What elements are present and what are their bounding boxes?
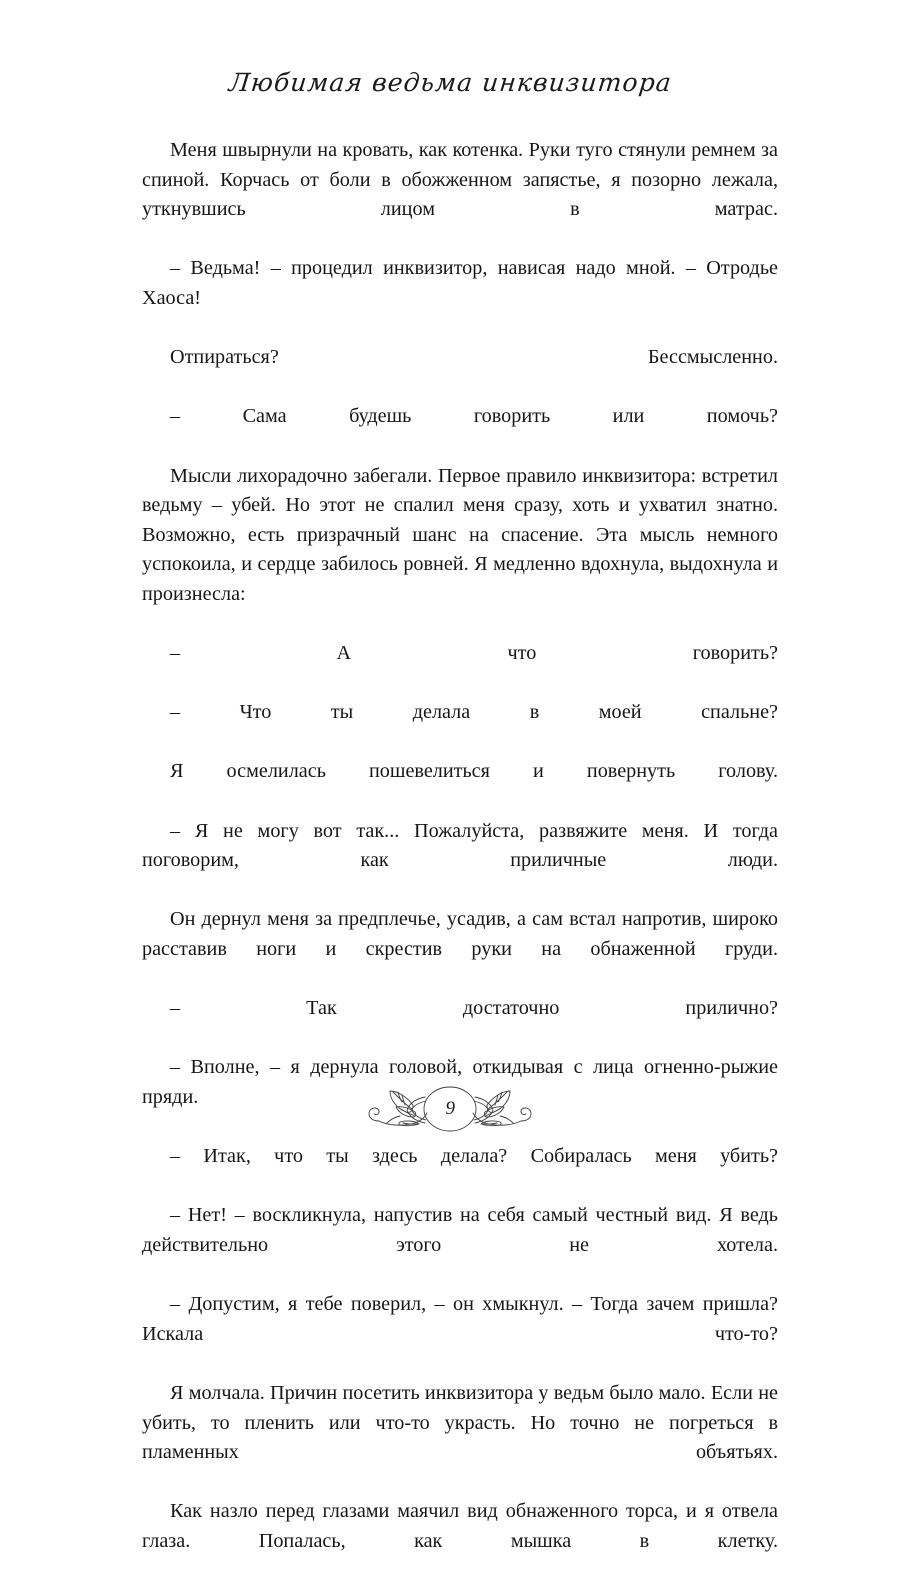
running-head-title: Любимая ведьма инквизитора [227, 68, 674, 97]
body-paragraph: Меня швырнули на кровать, как котенка. Руки туго стянули ремнем за спиной. Корчась от боли в обожженном запястье, я позорно лежала, уткнувшись лицом в матрас. [142, 139, 778, 221]
body-paragraph: Мысли лихорадочно забегали. Первое правило инквизитора: встретил ведьму – убей. Но этот не спалил меня сразу, хоть и ухватил знатно. Возможно, есть призрачный шанс на спасение. Эта мысль немного успокоила, и сердце забилось ровней. Я медленно вдохнула, выдохнула и произнесла: [142, 464, 778, 605]
body-text-column [142, 136, 778, 1586]
running-head [0, 60, 900, 106]
body-paragraph: – Так достаточно прилично? [170, 997, 778, 1020]
body-paragraph: – Нет! – воскликнула, напустив на себя самый честный вид. Я ведь действительно этого не хотела. [142, 1204, 778, 1256]
page-footer [0, 1078, 900, 1140]
body-paragraph: Я молчала. Причин посетить инквизитора у ведьм было мало. Если не убить, то пленить или что-то украсть. Но точно не погреться в пламенных объятьях. [142, 1381, 778, 1464]
footer-ornament-graphic [357, 1079, 543, 1139]
body-paragraph: – Сама будешь говорить или помочь? [170, 405, 778, 428]
body-paragraph: – Итак, что ты здесь делала? Собиралась меня убить? [170, 1145, 778, 1168]
body-paragraph: – Что ты делала в моей спальне? [170, 701, 778, 724]
body-paragraph: – Ведьма! – процедил инквизитор, нависая надо мной. – Отродье Хаоса! [142, 257, 778, 309]
body-paragraph: Как назло перед глазами маячил вид обнаженного торса, и я отвела глаза. Попалась, как мышка в клетку. [142, 1500, 778, 1552]
body-paragraph: – Вполне, – я дернула головой, откидывая с лица огненно-рыжие пряди. [142, 1056, 778, 1108]
body-paragraph: Он дернул меня за предплечье, усадив, а сам встал напротив, широко расставив ноги и скрестив руки на обнаженной груди. [142, 908, 778, 961]
body-paragraph: – Допустим, я тебе поверил, – он хмыкнул. – Тогда зачем пришла? Искала что-то? [142, 1293, 778, 1345]
body-paragraph: – А что говорить? [170, 642, 778, 665]
body-paragraph: – Я не могу вот так... Пожалуйста, развяжите меня. И тогда поговорим, как приличные люди. [142, 819, 778, 872]
page-number: 9 [445, 1098, 456, 1119]
body-paragraph: Я осмелилась пошевелиться и повернуть голову. [170, 760, 778, 783]
body-paragraph: Отпираться? Бессмысленно. [170, 346, 778, 369]
